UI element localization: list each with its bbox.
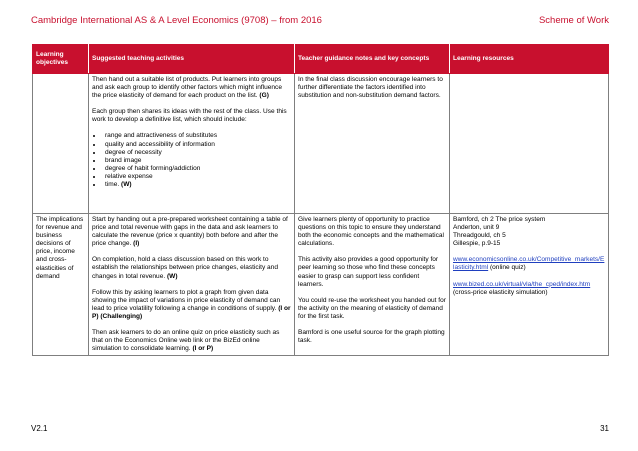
objective-cell: The implications for revenue and business decisions of price, income and cross-elasticities of demand bbox=[33, 214, 89, 356]
guidance-paragraph: This activity also provides a good opportunity for peer learning so those who find these concepts easier to grasp can support less confident learners. bbox=[298, 256, 439, 288]
table-header-row bbox=[33, 45, 609, 74]
list-item: • brand image bbox=[103, 157, 291, 165]
activity-paragraph: Start by handing out a pre-prepared worksheet containing a table of price and total revenue with gaps in the data and ask learners to calculate the revenue (price x quantity) both before and after the price change. (I) bbox=[92, 216, 288, 248]
activity-paragraph: On completion, hold a class discussion based on this work to establish the relationships between price changes, elasticity and changes in total revenue. (W) bbox=[92, 256, 278, 280]
scheme-of-work-table bbox=[32, 44, 609, 356]
book-reference: Anderton, unit 9 bbox=[453, 224, 500, 232]
activities-cell bbox=[89, 74, 295, 214]
activity-paragraph: Each group then shares its ideas with the rest of the class. Use this work to develop a definitive list, which should include: bbox=[92, 108, 287, 124]
page-number: 31 bbox=[600, 424, 609, 433]
guidance-cell bbox=[295, 214, 450, 356]
footer-version: V2.1 bbox=[31, 424, 48, 433]
book-reference: Bamford, ch 2 The price system bbox=[453, 216, 546, 223]
book-reference: Threadgould, ch 5 bbox=[453, 232, 506, 240]
list-item: • quality and accessibility of information bbox=[103, 141, 291, 149]
book-reference: Gillespie, p.9-15 bbox=[453, 240, 501, 248]
activity-paragraph: Then ask learners to do an online quiz on price elasticity such as that on the Economics Online web link or the BizEd online simulation to consolidate learning. (I or P) bbox=[92, 329, 280, 353]
resources-cell bbox=[450, 74, 609, 214]
document-header-section: Scheme of Work bbox=[538, 15, 609, 26]
guidance-cell: In the final class discussion encourage learners to further differentiate the factors identified into substitution and non-substitution demand factors. bbox=[295, 74, 450, 214]
factor-list bbox=[92, 132, 291, 189]
column-header-objectives: Learning objectives bbox=[33, 45, 89, 74]
list-item: • degree of habit forming/addiction bbox=[103, 165, 291, 173]
book-list bbox=[453, 216, 605, 248]
activity-tag: (G) bbox=[259, 92, 269, 100]
list-item: • time. (W) bbox=[103, 181, 291, 189]
activities-cell bbox=[89, 214, 295, 356]
column-header-activities: Suggested teaching activities bbox=[89, 45, 295, 74]
document-header-title: Cambridge International AS & A Level Economics (9708) – from 2016 bbox=[31, 15, 322, 26]
guidance-paragraph: Bamford is one useful source for the graph plotting task. bbox=[298, 329, 445, 345]
activity-paragraph: Then hand out a suitable list of products. Put learners into groups and ask each group to identify other factors which might influence the price elasticity of demand for each product on the list. (G) bbox=[92, 76, 282, 100]
resource-link-block: www.economicsonline.co.uk/Competitive_markets/Elasticity.html (online quiz) bbox=[453, 256, 605, 272]
resources-cell bbox=[450, 214, 609, 356]
list-item: • relative expense bbox=[103, 173, 291, 181]
column-header-guidance: Teacher guidance notes and key concepts bbox=[295, 45, 450, 74]
list-item: • degree of necessity bbox=[103, 149, 291, 157]
list-item: • range and attractiveness of substitutes bbox=[103, 132, 291, 140]
objective-cell bbox=[33, 74, 89, 214]
table-row bbox=[33, 214, 609, 356]
guidance-paragraph: Give learners plenty of opportunity to practice questions on this topic to ensure they understand both the economic concepts and the mathematical calculations. bbox=[298, 216, 444, 248]
activity-paragraph: Follow this by asking learners to plot a graph from given data showing the impact of variations in price elasticity of demand can lead to price volatility following a change in conditions of supply. (I or P) (Challenging) bbox=[92, 288, 291, 320]
guidance-paragraph: You could re-use the worksheet you handed out for the activity on the meaning of elasticity of demand for the first task. bbox=[298, 296, 446, 320]
resource-link-block: www.bized.co.uk/virtual/vla/the_cped/index.htm (cross-price elasticity simulation) bbox=[453, 280, 591, 296]
table-row bbox=[33, 74, 609, 214]
column-header-resources: Learning resources bbox=[450, 45, 609, 74]
bized-simulation-link[interactable]: www.bized.co.uk/virtual/vla/the_cped/index.htm bbox=[453, 280, 591, 288]
economics-online-link[interactable]: www.economicsonline.co.uk/Competitive_markets/Elasticity.html bbox=[453, 256, 605, 272]
